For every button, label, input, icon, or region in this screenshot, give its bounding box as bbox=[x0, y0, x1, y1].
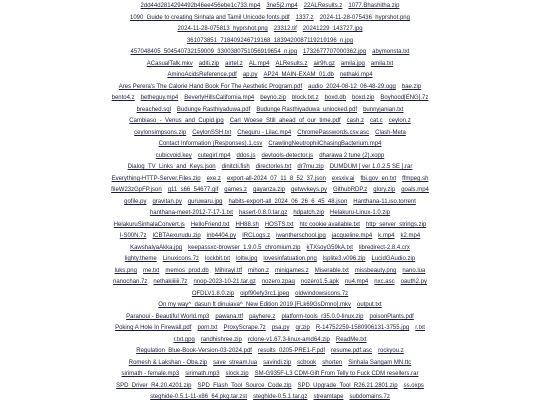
file-link[interactable]: Romesh & Lakshan - Oba.zip bbox=[128, 359, 208, 366]
file-link[interactable]: ap.py bbox=[242, 72, 258, 79]
file-link[interactable]: gofile.py bbox=[124, 198, 147, 205]
file-link[interactable]: AL.mp4 bbox=[248, 60, 270, 67]
file-link[interactable]: ICBTAexurudu.zip bbox=[152, 233, 201, 240]
file-link[interactable]: betheguy.mp4 bbox=[140, 95, 179, 102]
file-link[interactable]: 20241229_143727.jpg bbox=[302, 26, 363, 33]
file-link[interactable]: savindi.zip bbox=[263, 359, 292, 366]
file-row bbox=[0, 162, 540, 174]
file-link[interactable]: audio_2024-08-12_06-48-29.ogg bbox=[308, 83, 396, 90]
file-link[interactable]: On my way^_dasun ft dinuiava^_New Edition 2019 [FLk69GsDmno].mkv bbox=[158, 302, 352, 309]
file-link[interactable]: GithubRDP.z bbox=[333, 187, 368, 194]
file-link[interactable]: block.txt.z bbox=[291, 95, 319, 102]
file-link[interactable]: OFDLV1.8.0.zip bbox=[191, 290, 235, 297]
file-link[interactable]: inb4404.py bbox=[206, 233, 237, 240]
file-link[interactable]: 1732677707000362.jpg bbox=[303, 49, 367, 56]
file-row bbox=[0, 369, 540, 381]
file-link[interactable]: cutegirl.mp4 bbox=[197, 152, 231, 159]
file-link[interactable]: sirimath - female.mp3 bbox=[121, 371, 180, 378]
file-link[interactable]: BeverlyHillsCalifornia.mp4 bbox=[184, 95, 255, 102]
file-link[interactable]: lockbit.txt bbox=[205, 256, 231, 263]
file-link[interactable]: 23312.tif bbox=[273, 26, 297, 33]
file-link[interactable]: bunnyjanian.txt bbox=[363, 106, 404, 113]
file-link[interactable]: devtools-detector.js bbox=[261, 152, 314, 159]
file-link[interactable]: memos_prod.db bbox=[165, 267, 209, 274]
file-link[interactable]: porn.txt bbox=[197, 325, 218, 332]
file-row bbox=[0, 312, 540, 324]
file-link[interactable]: kTXsoyG59kA.txt bbox=[306, 244, 353, 251]
file-link[interactable]: HelloFriend.txt bbox=[190, 221, 230, 228]
file-link[interactable]: poisonPlants.pdf bbox=[369, 313, 414, 320]
file-link[interactable]: export-all-2024_07_11_8_52_37.json bbox=[226, 175, 326, 182]
file-link[interactable]: k.mp4 bbox=[378, 233, 395, 240]
file-link[interactable]: Dialog_TV_Links_and_Keys.json bbox=[127, 164, 216, 171]
file-row bbox=[0, 300, 540, 312]
file-link[interactable]: gravitan.py bbox=[152, 198, 182, 205]
file-row bbox=[0, 323, 540, 335]
file-link[interactable]: oipf90efy3rc1.jpeg bbox=[240, 290, 290, 297]
file-link[interactable]: randhishree.zip bbox=[200, 336, 242, 343]
file-link[interactable]: resume.pdf.asc bbox=[331, 348, 373, 355]
file-link[interactable]: mihon.z bbox=[248, 267, 270, 274]
file-link[interactable]: nxc.asc bbox=[374, 279, 395, 286]
file-link[interactable]: k2.mp4 bbox=[400, 233, 421, 240]
file-link[interactable]: steghide-0.5.1-11-x86_64.pkg.tar.zst bbox=[150, 394, 248, 401]
file-row bbox=[0, 346, 540, 358]
file-link[interactable]: pawana.ttf bbox=[215, 313, 244, 320]
file-row bbox=[0, 36, 540, 48]
file-link[interactable]: hdpatch.zip bbox=[293, 210, 325, 217]
file-link[interactable]: lovesinfatuation.png bbox=[263, 256, 317, 263]
file-row bbox=[0, 197, 540, 209]
file-link[interactable]: beyno.zip bbox=[260, 95, 286, 102]
file-link[interactable]: Sinhala Sangam MN.ttc bbox=[348, 359, 412, 366]
file-link[interactable]: SM-G935F-L3 CDM-Gift From Telly to Fuck CDM resellers.rar bbox=[254, 371, 419, 378]
file-link[interactable]: 22ALResults.z bbox=[303, 3, 343, 10]
file-link[interactable]: nozero.zpaq bbox=[261, 279, 295, 286]
file-link[interactable]: nano.lua bbox=[402, 267, 426, 274]
file-link[interactable]: libredirect-2.8.4.crx bbox=[358, 244, 410, 251]
file-link[interactable]: fbi.gov_en.txt bbox=[360, 175, 397, 182]
file-link[interactable]: oldwindowsicons.7z bbox=[295, 290, 349, 297]
file-link[interactable]: Clash-Meta bbox=[375, 129, 406, 136]
file-row bbox=[0, 151, 540, 163]
file-link[interactable]: guruwaru.jpg bbox=[187, 198, 223, 205]
file-link[interactable]: keepassxc-browser_1.9.0.5_chromium.zip bbox=[188, 244, 301, 251]
file-link[interactable]: scbook bbox=[297, 359, 317, 366]
file-link[interactable]: IRCLogs.z bbox=[242, 233, 271, 240]
file-link[interactable]: CrawlingNeutrophilChasingBacterium.mp4 bbox=[268, 141, 382, 148]
file-link[interactable]: slock.zip bbox=[225, 371, 249, 378]
file-link[interactable]: results_0205-PRE1-F.pdf bbox=[257, 348, 326, 355]
file-link[interactable]: Cambiaso_-_Venus_and_Cupid.jpg bbox=[129, 118, 224, 125]
file-link[interactable]: LucidGAudio.zip bbox=[371, 256, 416, 263]
file-row bbox=[0, 116, 540, 128]
file-row bbox=[0, 289, 540, 301]
file-row bbox=[0, 243, 540, 255]
file-link[interactable]: 2024-11-28-075813_hyprshot.png bbox=[177, 26, 268, 33]
file-link[interactable]: SPD_Flash_Tool_Source_Code.zip bbox=[197, 382, 292, 389]
file-link[interactable]: nanochan.7z bbox=[113, 279, 148, 286]
file-link[interactable]: lighty.theme bbox=[124, 256, 157, 263]
file-row bbox=[0, 358, 540, 370]
file-link[interactable]: nethakiiiiii.7z bbox=[153, 279, 188, 286]
file-link[interactable]: ProxyScrape.7z bbox=[223, 325, 266, 332]
file-row bbox=[0, 231, 540, 243]
file-link[interactable]: dinitcti.fish bbox=[221, 164, 250, 171]
file-link[interactable]: SPD_Upgrade_Tool_R26.21.2801.zip bbox=[297, 382, 398, 389]
file-link[interactable]: fileW23zGpFP.json bbox=[111, 187, 162, 194]
file-link[interactable]: save_stream.lua bbox=[213, 359, 258, 366]
file-link[interactable]: Linuxicons.7z bbox=[162, 256, 200, 263]
file-link[interactable]: AminoAcidsReference.pdf bbox=[167, 72, 237, 79]
file-link[interactable]: g11_s66_54677.gif bbox=[167, 187, 219, 194]
file-link[interactable]: missbeauty.png bbox=[354, 267, 397, 274]
file-link[interactable]: SPD_Driver_R4.20.4201.zip bbox=[116, 382, 192, 389]
file-link[interactable]: goals.mp4 bbox=[401, 187, 429, 194]
file-link[interactable]: 1090_Guide to creating Sinhala and Tamil Unicode fonts.pdf bbox=[130, 14, 290, 21]
file-row bbox=[0, 128, 540, 140]
file-link[interactable]: abymonsta.txt bbox=[372, 49, 410, 56]
file-link[interactable]: ACasualTalk.mkv bbox=[146, 60, 193, 67]
file-link[interactable]: Budunge Rasthiyaduwa.pdf bbox=[176, 106, 251, 113]
file-link[interactable]: output.txt bbox=[357, 302, 382, 309]
file-link[interactable]: 2024-11-28-075436_hyprshot.png bbox=[319, 14, 410, 21]
file-link[interactable]: getwvkeys.py bbox=[291, 187, 328, 194]
file-link[interactable]: cubicvoid.key bbox=[155, 152, 192, 159]
file-row bbox=[0, 93, 540, 105]
file-row bbox=[0, 59, 540, 71]
file-link[interactable]: shorten bbox=[322, 359, 343, 366]
file-link[interactable]: directories.txt bbox=[255, 164, 292, 171]
file-link[interactable]: KawshalyaAkka.jpg bbox=[130, 244, 183, 251]
file-link[interactable]: htc cookie available.txt bbox=[299, 221, 360, 228]
file-row bbox=[0, 24, 540, 36]
file-link[interactable]: hasert-0.8.0.tar.gz bbox=[238, 210, 288, 217]
file-link[interactable]: minigames.z bbox=[275, 267, 309, 274]
file-link[interactable]: habits-export-all_2024_06_26_6_45_48.json bbox=[228, 198, 348, 205]
file-link[interactable]: amila.jpg bbox=[340, 60, 365, 67]
file-link[interactable]: ReadMe.txt bbox=[335, 336, 367, 343]
file-link[interactable]: oauth2.py bbox=[400, 279, 427, 286]
file-link[interactable]: exe.z bbox=[206, 175, 221, 182]
file-link[interactable]: boxd.db bbox=[324, 95, 346, 102]
file-link[interactable]: rclone-v1.67.3-linux-amd64.zip bbox=[247, 336, 330, 343]
file-link[interactable]: Contact Information (Responses).1.csv bbox=[158, 141, 263, 148]
file-link[interactable]: HelakuruSinhalaConvert.js bbox=[113, 221, 185, 228]
file-link[interactable]: Hanthana-11.iso.torrent bbox=[353, 198, 416, 205]
file-row bbox=[0, 335, 540, 347]
file-link[interactable]: Budunge Rasthiyaduwa_unlocked.pdf bbox=[256, 106, 358, 113]
file-link[interactable]: aditi.zip bbox=[198, 60, 220, 67]
file-link[interactable]: Everything-HTTP-Server.Files.zip bbox=[111, 175, 201, 182]
file-link[interactable]: cat.c bbox=[370, 118, 383, 125]
file-row bbox=[0, 208, 540, 220]
file-link[interactable]: gayanza.zip bbox=[252, 187, 286, 194]
file-link[interactable]: ChromePasswords.csv.asc bbox=[297, 129, 370, 136]
file-link[interactable]: bento4.z bbox=[111, 95, 135, 102]
file-link[interactable]: lsplite3.v096.zip bbox=[322, 256, 366, 263]
file-link[interactable]: glory.zip bbox=[373, 187, 396, 194]
file-link[interactable]: streamtape bbox=[313, 394, 344, 401]
file-link[interactable]: qr.zip bbox=[295, 325, 310, 332]
file-row bbox=[0, 254, 540, 266]
file-link[interactable]: nozero1.5.apk bbox=[300, 279, 339, 286]
file-link[interactable]: HH88.sh bbox=[235, 221, 259, 228]
file-link[interactable]: ddos.js bbox=[236, 152, 256, 159]
file-link[interactable]: breached.sql bbox=[136, 106, 171, 113]
file-row bbox=[0, 82, 540, 94]
file-link[interactable]: Ares Perera's The Calorie Hand Book For The Aesthetic Program.pdf bbox=[118, 83, 303, 90]
file-link[interactable]: games.z bbox=[224, 187, 247, 194]
file-link[interactable]: I-S00N.7z bbox=[119, 233, 147, 240]
file-link[interactable]: Poking A Hole In Firewall.pdf bbox=[115, 325, 192, 332]
file-link[interactable]: payhere.z bbox=[249, 313, 276, 320]
file-link[interactable]: Paranoui - Beautiful World.mp3 bbox=[126, 313, 210, 320]
file-row bbox=[0, 185, 540, 197]
file-link[interactable]: DUMDUM [ ver 1.0.2.5 SE ].rar bbox=[329, 164, 413, 171]
file-link[interactable]: loltw.jpg bbox=[236, 256, 258, 263]
file-link[interactable]: subdomains.7z bbox=[349, 394, 390, 401]
file-link[interactable]: Cheguru - Lilac.mp4 bbox=[237, 129, 292, 136]
file-link[interactable]: 361073851_718409246719168_1839420087119219196_n.jpg bbox=[186, 37, 354, 44]
file-link[interactable]: 3ne5j2.mp4 bbox=[266, 3, 298, 10]
file-link[interactable]: nu4.mp4 bbox=[344, 279, 369, 286]
file-link[interactable]: http_server_strings.zip bbox=[365, 221, 427, 228]
file-link[interactable]: dr7mu.zip bbox=[297, 164, 324, 171]
file-link[interactable]: ss.oxps bbox=[403, 382, 424, 389]
file-link[interactable]: Carl_Woese_Still_ahead_of_our_time.pdf bbox=[229, 118, 341, 125]
file-row bbox=[0, 139, 540, 151]
file-link[interactable]: 2dd44d2814294492b46ee456ebe1c733.mp4 bbox=[140, 3, 261, 10]
file-link[interactable]: jacqueline.mp4 bbox=[331, 233, 373, 240]
file-link[interactable]: 1077.Bhashitha.zip bbox=[348, 3, 400, 10]
file-link[interactable]: dharawa 2 tune (2).xopp bbox=[319, 152, 385, 159]
file-link[interactable]: r.txt bbox=[415, 325, 425, 332]
file-link[interactable]: airtel.z bbox=[225, 60, 243, 67]
file-row bbox=[0, 266, 540, 278]
file-link[interactable]: HOSTS.txt bbox=[264, 221, 294, 228]
file-link[interactable]: AP24_MAIN-EXAM_01.db bbox=[263, 72, 334, 79]
file-link[interactable]: hanthana-meet-2012-7-17-1.txt bbox=[149, 210, 233, 217]
file-link[interactable]: air9h.gz bbox=[313, 60, 335, 67]
file-row bbox=[0, 381, 540, 393]
file-link[interactable]: Boyhood[ENG].7z bbox=[380, 95, 429, 102]
file-link[interactable]: luks.png bbox=[114, 267, 137, 274]
file-link[interactable]: steghide-0.5.1.tar.gz bbox=[253, 394, 308, 401]
file-link[interactable]: amila.txt bbox=[370, 60, 394, 67]
file-link[interactable]: r.txt.gpg bbox=[173, 336, 195, 343]
file-row bbox=[0, 70, 540, 82]
file-link[interactable]: boxd.zip bbox=[352, 95, 375, 102]
file-link[interactable]: R-14752259-1580906131-3755.jpg bbox=[315, 325, 410, 332]
file-row bbox=[0, 174, 540, 186]
file-link[interactable]: ceylonsimpsons.zip bbox=[134, 129, 187, 136]
file-link[interactable]: Regulation_Blue-Book-Version-03-2024.pdf bbox=[136, 348, 252, 355]
file-row bbox=[0, 392, 540, 404]
file-link[interactable]: ceylon.z bbox=[388, 118, 411, 125]
file-link[interactable]: CeylonSSH.txt bbox=[192, 129, 232, 136]
file-link[interactable]: iwantherschool.jpg bbox=[276, 233, 326, 240]
file-row bbox=[0, 277, 540, 289]
file-row bbox=[0, 1, 540, 13]
file-row bbox=[0, 220, 540, 232]
file-row bbox=[0, 105, 540, 117]
file-link[interactable]: 457048405_504540732159009_3300380751056919654_n.jpg bbox=[130, 49, 298, 56]
file-row bbox=[0, 13, 540, 25]
file-link[interactable]: ffmpeg.sh bbox=[402, 175, 429, 182]
file-link[interactable]: me.txt bbox=[142, 267, 160, 274]
file-link[interactable]: Helakuru-Linux-1.0.zip bbox=[330, 210, 391, 217]
file-link[interactable]: bae.zip bbox=[401, 83, 422, 90]
file-link[interactable]: 1337.z bbox=[295, 14, 314, 21]
file-link[interactable]: platform-tools_r35.0.0-linux.zip bbox=[281, 313, 364, 320]
file-link[interactable]: Mihirayi.ttf bbox=[214, 267, 243, 274]
file-row bbox=[0, 47, 540, 59]
file-link[interactable]: cash.z bbox=[346, 118, 365, 125]
file-link[interactable]: rockyou.z bbox=[378, 348, 404, 355]
file-link[interactable]: psa.py bbox=[271, 325, 290, 332]
file-link[interactable]: Miserable.txt bbox=[314, 267, 349, 274]
file-link[interactable]: sirimath.mp3 bbox=[185, 371, 220, 378]
file-link[interactable]: nethaki.mp4 bbox=[339, 72, 373, 79]
file-link[interactable]: nnop-2023-10-21.tar.gz bbox=[193, 279, 256, 286]
file-link[interactable]: ALResults.z bbox=[275, 60, 308, 67]
file-link[interactable]: exsxiv.ai bbox=[331, 175, 355, 182]
